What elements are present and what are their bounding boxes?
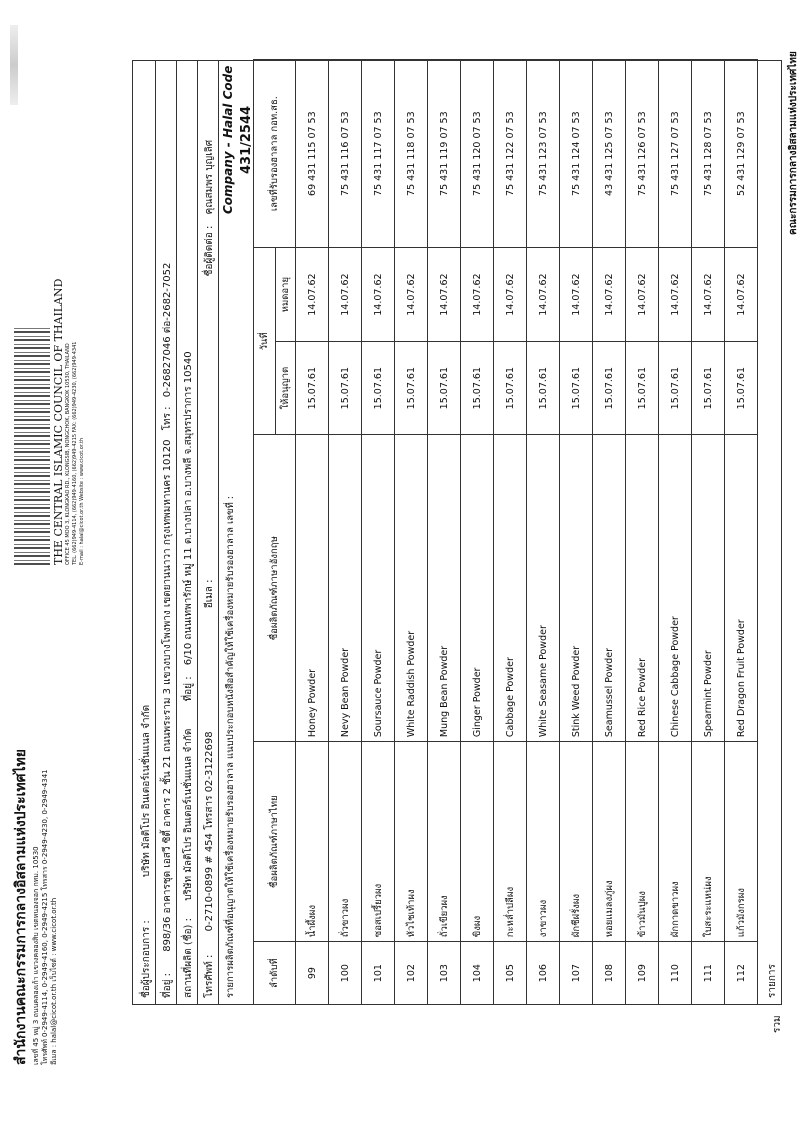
- thai-name-cell: ถั่วขาวผง: [329, 742, 362, 942]
- english-name-cell: Nevy Bean Powder: [329, 435, 362, 742]
- plant-value: บริษัท มัลติโปร อินเตอร์เนชั่นแนล จำกัด: [183, 728, 194, 901]
- divider: [155, 61, 156, 1004]
- row-number: 108: [593, 942, 626, 1005]
- issue-date-cell: 15.07.61: [395, 341, 428, 435]
- halal-code-cell: 75 431 122 07 53: [494, 60, 527, 248]
- issue-date-cell: 15.07.61: [659, 341, 692, 435]
- english-name-cell: Mung Bean Powder: [428, 435, 461, 742]
- english-name-cell: Stink Weed Powder: [560, 435, 593, 742]
- issue-date-cell: 15.07.61: [725, 341, 758, 435]
- expire-date-cell: 14.07.62: [494, 248, 527, 342]
- council-phone-line: TEL. (662)949-4114, (662)949-4160, (662)949-4215 FAX: (662)949-4230, (662)949-4341: [72, 341, 78, 565]
- thai-name-cell: กะหล่ำปลีผง: [494, 742, 527, 942]
- table-row: [461, 60, 494, 1005]
- office-phone-line: โทรศัพท์ 0-2949-4114, 0-2949-4160, 0-2949-4215 โทรสาร 0-2949-4230, 0-2949-4341: [41, 769, 49, 1065]
- issue-date-cell: 15.07.61: [560, 341, 593, 435]
- office-title: สำนักงานคณะกรรมการกลางอิสลามแห่งประเทศไทย: [13, 749, 29, 1065]
- operator-label: ชื่อผู้ประกอบการ :: [141, 920, 152, 998]
- arabic-calligraphy-logo: [14, 325, 50, 565]
- thai-name-cell: หัวไชเท้าผง: [395, 742, 428, 942]
- halal-code-cell: 75 431 128 07 53: [692, 60, 725, 248]
- address-label: ที่อยู่ :: [162, 972, 173, 998]
- expire-date-cell: 14.07.62: [692, 248, 725, 342]
- col-date-header: วันที่: [254, 248, 276, 435]
- product-table: [253, 59, 758, 1005]
- plant-label: สถานที่ผลิต (ชื่อ) :: [183, 917, 194, 998]
- thai-name-cell: หอยแมลงภู่ผง: [593, 742, 626, 942]
- council-thai-name: คณะกรรมการกลางอิสลามแห่งประเทศไทย: [788, 51, 799, 235]
- row-number: 102: [395, 942, 428, 1005]
- certificate-form: [132, 60, 782, 1005]
- issue-date-cell: 15.07.61: [593, 341, 626, 435]
- council-address-line: OFFICE 45 MOO 3, KLONGKAO RD., KLONGSIB, NONGCHOK, BANGKOK 10530, THAILAND: [65, 343, 71, 565]
- plant-row: [181, 351, 196, 998]
- divider: [197, 61, 198, 1004]
- row-number: 103: [428, 942, 461, 1005]
- email-label: อีเมล :: [204, 579, 215, 609]
- halal-code-cell: 75 431 119 07 53: [428, 60, 461, 248]
- issue-date-cell: 15.07.61: [428, 341, 461, 435]
- divider: [176, 61, 177, 1004]
- table-row: [659, 60, 692, 1005]
- table-row: [362, 60, 395, 1005]
- address-row: [160, 263, 175, 998]
- expire-date-cell: 14.07.62: [527, 248, 560, 342]
- halal-code-cell: 75 431 127 07 53: [659, 60, 692, 248]
- issue-date-cell: 15.07.61: [296, 341, 329, 435]
- issue-date-cell: 15.07.61: [692, 341, 725, 435]
- address-value: 898/36 อาคารชุด เอสวี ซิตี้ อาคาร 2 ชั้น 21 ถนนพระราม 3 แขวงบางโพงพาง เขตยานนาวา กรุงเทพมหานคร 10120: [162, 439, 173, 952]
- table-row: [692, 60, 725, 1005]
- english-name-cell: Honey Powder: [296, 435, 329, 742]
- table-row: [593, 60, 626, 1005]
- col-no-header: ลำดับที่: [254, 942, 296, 1005]
- row-number: 104: [461, 942, 494, 1005]
- expire-date-cell: 14.07.62: [362, 248, 395, 342]
- items-label: รายการ: [767, 964, 778, 998]
- company-code-label: Company - Halal Code: [221, 65, 235, 214]
- expire-date-cell: 14.07.62: [626, 248, 659, 342]
- operator-value: บริษัท มัลติโปร อินเตอร์เนชั่นแนล จำกัด: [141, 704, 152, 878]
- issue-date-cell: 15.07.61: [461, 341, 494, 435]
- table-row: [329, 60, 362, 1005]
- contact-value: คุณสมพร บุญเลิศ: [204, 139, 215, 215]
- divider: [218, 61, 219, 1004]
- contact-label: ชื่อผู้ติดต่อ :: [204, 225, 215, 277]
- expire-date-cell: 14.07.62: [329, 248, 362, 342]
- plant-address-value: 6/10 ถนนเทพารักษ์ หมู่ 11 ต.บางปลา อ.บางพลี จ.สมุทรปราการ 10540: [183, 351, 194, 666]
- thai-name-cell: ข้าวมันปูผง: [626, 742, 659, 942]
- english-name-cell: Ginger Powder: [461, 435, 494, 742]
- expire-date-cell: 14.07.62: [725, 248, 758, 342]
- row-number: 105: [494, 942, 527, 1005]
- expire-date-cell: 14.07.62: [659, 248, 692, 342]
- issue-date-cell: 15.07.61: [494, 341, 527, 435]
- thai-name-cell: แก้วมังกรผง: [725, 742, 758, 942]
- halal-code-cell: 69 431 115 07 53: [296, 60, 329, 248]
- thai-name-cell: ผักชีฝรั่งผง: [560, 742, 593, 942]
- expire-date-cell: 14.07.62: [461, 248, 494, 342]
- halal-code-cell: 75 431 118 07 53: [395, 60, 428, 248]
- english-name-cell: White Seasame Powder: [527, 435, 560, 742]
- table-row: [494, 60, 527, 1005]
- col-issue-header: ให้อนุญาต: [276, 341, 296, 435]
- total-label: รวม: [772, 1015, 783, 1033]
- halal-code-cell: 75 431 126 07 53: [626, 60, 659, 248]
- office-header: [10, 595, 59, 1065]
- expire-date-cell: 14.07.62: [560, 248, 593, 342]
- tel-label: โทรศัพท์ :: [204, 954, 215, 998]
- list-caption: รายการผลิตภัณฑ์ที่อนุญาตให้ใช้เครื่องหมายรับรองฮาลาล แนบประกอบหนังสือสำคัญให้ใช้เครื่องหมายรับรองฮาลาล เลขที่ :: [225, 495, 236, 998]
- english-name-cell: White Raddish Powder: [395, 435, 428, 742]
- thai-name-cell: ขิงผง: [461, 742, 494, 942]
- row-number: 99: [296, 942, 329, 1005]
- office-web-line: อีเมล : halal@cicot.or.th เว็บไซต์ : www.cicot.or.th: [50, 897, 58, 1065]
- issue-date-cell: 15.07.61: [626, 341, 659, 435]
- english-name-cell: Red Dragon Fruit Powder: [725, 435, 758, 742]
- english-name-cell: Chinese Cabbage Powder: [659, 435, 692, 742]
- council-header: [14, 115, 86, 565]
- thai-name-cell: ถั่วเขียวผง: [428, 742, 461, 942]
- table-row: [395, 60, 428, 1005]
- row-number: 100: [329, 942, 362, 1005]
- issue-date-cell: 15.07.61: [362, 341, 395, 435]
- col-code-header: เลขที่รับรองฮาลาล กอท.สธ.: [254, 60, 296, 248]
- english-name-cell: Soursauce Powder: [362, 435, 395, 742]
- halal-code-cell: 43 431 125 07 53: [593, 60, 626, 248]
- row-number: 101: [362, 942, 395, 1005]
- thai-name-cell: ผักกาดขาวผง: [659, 742, 692, 942]
- thai-name-cell: ซอสเปรี้ยวผง: [362, 742, 395, 942]
- halal-code-cell: 75 431 120 07 53: [461, 60, 494, 248]
- tel-value: 0-2710-0899 # 454 โทรสาร 02-3122698: [204, 731, 215, 932]
- halal-code-cell: 52 431 129 07 53: [725, 60, 758, 248]
- col-expire-header: หมดอายุ: [276, 248, 296, 342]
- phone-value: 0-26827046 ต่อ-2682-7052: [162, 262, 173, 398]
- halal-code-cell: 75 431 124 07 53: [560, 60, 593, 248]
- table-row: [296, 60, 329, 1005]
- table-row: [626, 60, 659, 1005]
- col-english-header: ชื่อผลิตภัณฑ์ภาษาอังกฤษ: [254, 435, 296, 742]
- expire-date-cell: 14.07.62: [593, 248, 626, 342]
- company-code-value: 431/2544: [239, 105, 254, 174]
- table-row: [560, 60, 593, 1005]
- expire-date-cell: 14.07.62: [395, 248, 428, 342]
- thai-name-cell: ใบสะระแหน่ผง: [692, 742, 725, 942]
- english-name-cell: Red Rice Powder: [626, 435, 659, 742]
- row-number: 106: [527, 942, 560, 1005]
- expire-date-cell: 14.07.62: [296, 248, 329, 342]
- office-address-line: เลขที่ 45 หมู่ 3 ถนนคลองเก้า แขวงคลองสิบ เขตหนองจอก กทม. 10530: [32, 846, 40, 1065]
- contact-row: [202, 140, 217, 998]
- thai-name-cell: งาขาวผง: [527, 742, 560, 942]
- plant-address-label: ที่อยู่ :: [183, 676, 194, 702]
- operator-row: [139, 705, 154, 998]
- phone-label: โทร :: [162, 406, 173, 431]
- scan-mark: [10, 25, 18, 105]
- council-english-name: THE CENTRAL ISLAMIC COUNCIL OF THAILAND: [52, 278, 65, 565]
- table-row: [725, 60, 758, 1005]
- table-row: [428, 60, 461, 1005]
- row-number: 112: [725, 942, 758, 1005]
- issue-date-cell: 15.07.61: [527, 341, 560, 435]
- row-number: 110: [659, 942, 692, 1005]
- row-number: 109: [626, 942, 659, 1005]
- halal-code-cell: 75 431 117 07 53: [362, 60, 395, 248]
- table-row: [527, 60, 560, 1005]
- english-name-cell: Seamussel Powder: [593, 435, 626, 742]
- halal-code-cell: 75 431 123 07 53: [527, 60, 560, 248]
- english-name-cell: Spearmint Powder: [692, 435, 725, 742]
- row-number: 107: [560, 942, 593, 1005]
- expire-date-cell: 14.07.62: [428, 248, 461, 342]
- council-web-line: E-mail : halal@cicot.or.th Website : www.cicot.or.th: [79, 437, 85, 565]
- col-thai-header: ชื่อผลิตภัณฑ์ภาษาไทย: [254, 742, 296, 942]
- english-name-cell: Cabbage Powder: [494, 435, 527, 742]
- issue-date-cell: 15.07.61: [329, 341, 362, 435]
- thai-name-cell: น้ำผึ้งผง: [296, 742, 329, 942]
- row-number: 111: [692, 942, 725, 1005]
- halal-code-cell: 75 431 116 07 53: [329, 60, 362, 248]
